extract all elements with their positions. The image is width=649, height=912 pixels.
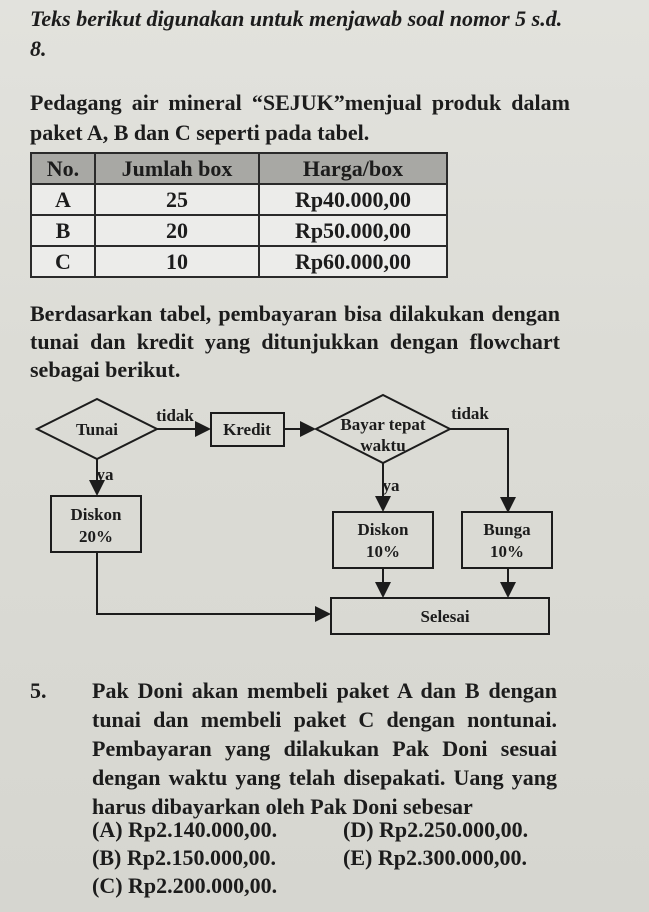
table-header: No. bbox=[31, 153, 95, 184]
bayar-tidak-arrow bbox=[450, 429, 508, 511]
tidak-label-1: tidak bbox=[156, 406, 194, 425]
table-header: Jumlah box bbox=[95, 153, 259, 184]
tidak-label-2: tidak bbox=[451, 404, 489, 423]
selesai-label: Selesai bbox=[420, 607, 470, 626]
option-b[interactable]: (B) Rp2.150.000,00. bbox=[92, 845, 276, 870]
option-d[interactable]: (D) Rp2.250.000,00. bbox=[343, 817, 529, 842]
ya-label-1: ya bbox=[96, 465, 114, 484]
bayar-label-line2: waktu bbox=[360, 436, 406, 455]
question-text: Pak Doni akan membeli paket A dan B dengan tunai dan membeli paket C dengan nontunai. Pembayaran yang dilakukan Pak Doni sesuai dengan waktu yang telah disepakati. Uang yang harus dibayarkan oleh Pak Doni sebesar bbox=[92, 678, 557, 819]
intro-text: Teks berikut digunakan untuk menjawab soal nomor 5 s.d. 8. bbox=[30, 6, 563, 61]
question-number: 5. bbox=[30, 678, 47, 703]
option-a[interactable]: (A) Rp2.140.000,00. bbox=[92, 817, 278, 842]
option-e[interactable]: (E) Rp2.300.000,00. bbox=[343, 845, 527, 870]
table-cell: Rp60.000,00 bbox=[259, 246, 447, 277]
table-cell: A bbox=[31, 184, 95, 215]
option-c[interactable]: (C) Rp2.200.000,00. bbox=[92, 873, 278, 898]
table-cell: C bbox=[31, 246, 95, 277]
paragraph-product: Pedagang air mineral “SEJUK”menjual produk dalam paket A, B dan C seperti pada tabel. bbox=[30, 90, 570, 145]
kredit-label: Kredit bbox=[223, 420, 271, 439]
bunga10-label-line1: Bunga bbox=[483, 520, 531, 539]
table-cell: 10 bbox=[95, 246, 259, 277]
bayar-label-line1: Bayar tepat bbox=[340, 415, 426, 434]
table-header: Harga/box bbox=[259, 153, 447, 184]
tunai-label: Tunai bbox=[76, 420, 118, 439]
diskon20-label-line2: 20% bbox=[79, 527, 113, 546]
diskon20-to-selesai-arrow bbox=[97, 552, 329, 614]
paragraph-payment: Berdasarkan tabel, pembayaran bisa dilakukan dengan tunai dan kredit yang ditunjukkan dengan flowchart sebagai berikut. bbox=[30, 301, 560, 382]
diskon10-label-line1: Diskon bbox=[357, 520, 409, 539]
bunga10-label-line2: 10% bbox=[490, 542, 524, 561]
table-cell: 25 bbox=[95, 184, 259, 215]
table-cell: Rp50.000,00 bbox=[259, 215, 447, 246]
diskon20-label-line1: Diskon bbox=[70, 505, 122, 524]
diskon10-label-line2: 10% bbox=[366, 542, 400, 561]
table-cell: B bbox=[31, 215, 95, 246]
table-cell: 20 bbox=[95, 215, 259, 246]
ya-label-2: ya bbox=[382, 476, 400, 495]
table-cell: Rp40.000,00 bbox=[259, 184, 447, 215]
